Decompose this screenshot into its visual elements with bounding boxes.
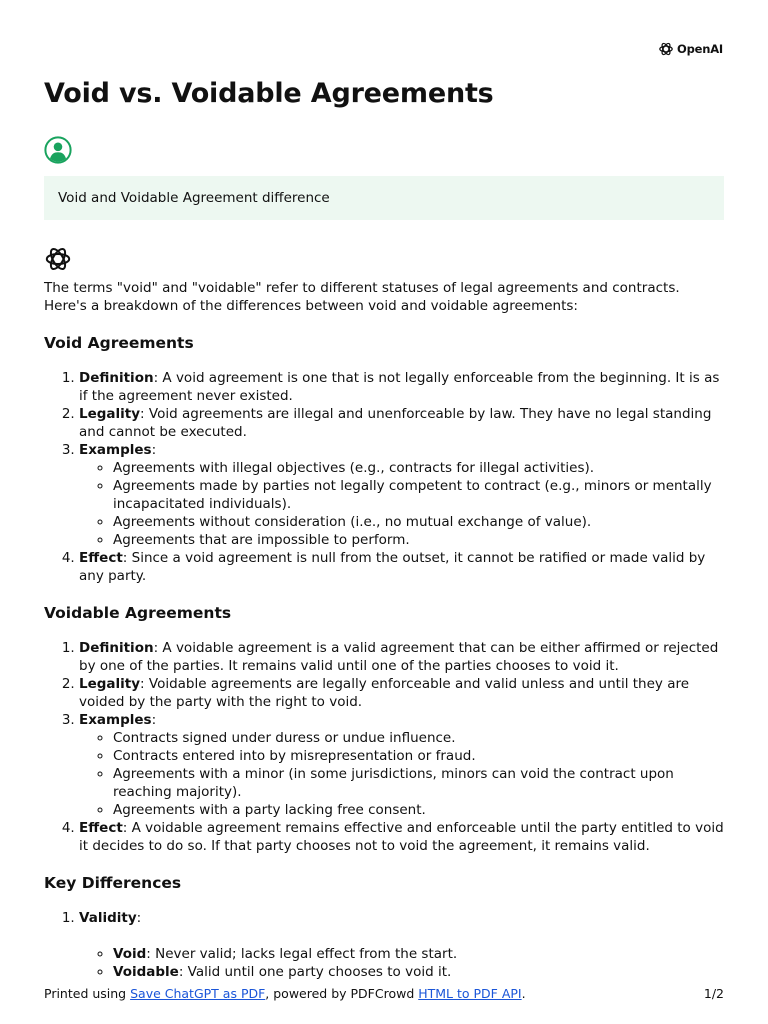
- item-label: Definition: [79, 370, 154, 386]
- section-heading: Voidable Agreements: [44, 604, 232, 622]
- user-icon: [44, 136, 72, 164]
- list-item: [79, 675, 724, 711]
- list-item: ◦ Agreements without consideration (i.e., no mutual exchange of value).: [113, 513, 724, 531]
- section-heading: Void Agreements: [44, 334, 194, 352]
- list-item: ◦ Contracts entered into by misrepresentation or fraud.: [113, 747, 724, 765]
- examples-list: [79, 729, 724, 819]
- list-item: ◦ Contracts signed under duress or undue influence.: [113, 729, 724, 747]
- page-footer: [44, 986, 724, 1001]
- section-heading: Key Differences: [44, 874, 182, 892]
- item-label: Validity: [79, 910, 137, 926]
- item-text: :: [151, 442, 157, 458]
- list-item: [113, 963, 724, 981]
- list-item: [79, 819, 724, 855]
- list-item: [113, 945, 724, 963]
- item-label: Voidable: [113, 964, 179, 980]
- openai-logo-icon: [658, 41, 674, 57]
- item-text: : Void agreements are illegal and unenforceable by law. They have no legal standing and cannot be executed.: [79, 406, 712, 440]
- list-item: ◦ Agreements made by parties not legally competent to contract (e.g., minors or mentally incapacitated individuals).: [113, 477, 724, 513]
- item-text: : Voidable agreements are legally enforceable and valid unless and until they are voided by the party with the right to void.: [79, 676, 690, 710]
- list-item: [79, 639, 724, 675]
- item-label: Definition: [79, 640, 154, 656]
- user-avatar: [44, 136, 72, 164]
- intro-paragraph: The terms "void" and "voidable" refer to different statuses of legal agreements and contracts. Here's a breakdown of the differences between void and voidable agreements:: [44, 280, 680, 314]
- void-list: [44, 369, 724, 585]
- item-label: Legality: [79, 676, 141, 692]
- item-text: : Valid until one party chooses to void it.: [178, 964, 452, 980]
- footer-credit: [44, 986, 526, 1001]
- user-prompt: [44, 176, 724, 220]
- item-label: Effect: [79, 550, 123, 566]
- list-item: ◦ Agreements with a minor (in some jurisdictions, minors can void the contract upon reaching majority).: [113, 765, 724, 801]
- item-text: : A voidable agreement remains effective and enforceable until the party entitled to void it decides to do so. If that party chooses not to void the agreement, it remains valid.: [79, 820, 724, 854]
- list-item: ◦ Agreements that are impossible to perform.: [113, 531, 724, 549]
- list-item: [79, 369, 724, 405]
- item-label: Void: [113, 946, 147, 962]
- list-item: [79, 549, 724, 585]
- list-item: [79, 441, 724, 549]
- key-differences-list: [44, 909, 724, 981]
- brand-name: OpenAI: [677, 42, 723, 56]
- list-item: ◦ Agreements with illegal objectives (e.g., contracts for illegal activities).: [113, 459, 724, 477]
- list-item: [79, 711, 724, 819]
- user-prompt-text: Void and Voidable Agreement difference: [58, 190, 330, 206]
- page-number: 1/2: [703, 986, 724, 1001]
- chatgpt-logo-icon: [44, 245, 72, 273]
- item-label: Examples: [79, 712, 152, 728]
- item-text: : A void agreement is one that is not legally enforceable from the beginning. It is as if the agreement never existed.: [79, 370, 720, 404]
- footer-prefix: Printed using: [44, 986, 131, 1001]
- validity-list: [79, 945, 724, 981]
- item-label: Legality: [79, 406, 141, 422]
- footer-suffix: .: [521, 986, 526, 1001]
- assistant-response: [44, 279, 724, 981]
- item-label: Effect: [79, 820, 123, 836]
- item-text: :: [151, 712, 157, 728]
- examples-list: [79, 459, 724, 549]
- item-text: : Never valid; lacks legal effect from the start.: [146, 946, 458, 962]
- html-to-pdf-api-link[interactable]: HTML to PDF API: [418, 986, 522, 1001]
- item-text: :: [136, 910, 142, 926]
- openai-logo: [658, 41, 723, 57]
- list-item: ◦ Agreements with a party lacking free consent.: [113, 801, 724, 819]
- page-title: Void vs. Voidable Agreements: [44, 78, 494, 109]
- list-item: [79, 405, 724, 441]
- item-text: : A voidable agreement is a valid agreement that can be either affirmed or rejected by one of the parties. It remains valid until one of the parties chooses to void it.: [79, 640, 719, 674]
- assistant-avatar: [44, 245, 72, 273]
- item-label: Examples: [79, 442, 152, 458]
- save-chatgpt-pdf-link[interactable]: Save ChatGPT as PDF: [130, 986, 266, 1001]
- list-item: [79, 909, 724, 981]
- item-text: : Since a void agreement is null from the outset, it cannot be ratified or made valid by any party.: [79, 550, 706, 584]
- footer-middle: , powered by PDFCrowd: [265, 986, 419, 1001]
- voidable-list: [44, 639, 724, 855]
